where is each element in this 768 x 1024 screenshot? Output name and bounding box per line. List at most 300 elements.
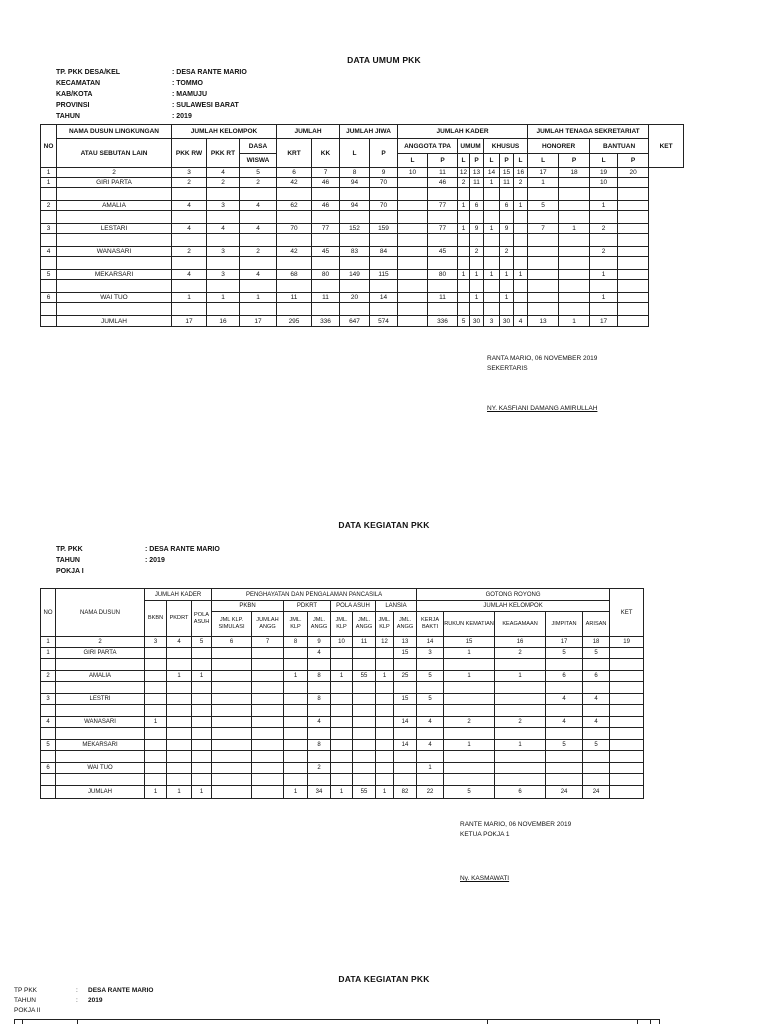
- table-row: [41, 648, 644, 659]
- empty-cell: [340, 303, 370, 316]
- table-cell: 42: [277, 247, 312, 257]
- empty-cell: [312, 280, 340, 293]
- table-cell: 115: [370, 270, 398, 280]
- spacer-row: [41, 234, 684, 247]
- empty-cell: [56, 705, 145, 717]
- row-no: 3: [41, 694, 56, 705]
- signature-place-date: RANTE MARIO, 06 NOVEMBER 2019: [460, 821, 572, 828]
- empty-cell: [417, 774, 444, 786]
- col-krt: KRT: [277, 139, 312, 168]
- empty-cell: [331, 751, 353, 763]
- total-cell: 1: [331, 786, 353, 799]
- table-cell: 2: [458, 178, 470, 188]
- total-label: JUMLAH: [56, 786, 145, 799]
- empty-cell: [514, 234, 528, 247]
- table-cell: 2: [590, 224, 618, 234]
- empty-cell: [145, 751, 167, 763]
- col-jml-angg: JML. ANGG: [394, 612, 417, 637]
- total-row: [41, 786, 644, 799]
- total-cell: 22: [417, 786, 444, 799]
- empty-cell: [312, 303, 340, 316]
- empty-cell: [252, 751, 284, 763]
- table-cell: [252, 694, 284, 705]
- empty-cell: [484, 257, 500, 270]
- row-dusun-name: GIRI PARTA: [57, 178, 172, 188]
- empty-cell: [172, 188, 207, 201]
- empty-cell: [277, 257, 312, 270]
- col-nama-1: NAMA DUSUN LINGKUNGAN: [57, 125, 172, 139]
- col-l: L: [590, 154, 618, 168]
- table-cell: 4: [172, 270, 207, 280]
- empty-cell: [308, 751, 331, 763]
- table-cell: 70: [370, 201, 398, 211]
- table-cell: 55: [353, 671, 376, 682]
- header-key: KECAMATAN: [56, 80, 101, 87]
- empty-cell: [398, 211, 428, 224]
- col-honorer: HONORER: [528, 139, 590, 154]
- table-cell: [284, 694, 308, 705]
- empty-cell: [559, 188, 590, 201]
- empty-cell: [618, 188, 649, 201]
- total-cell: 1: [284, 786, 308, 799]
- table-cell: [145, 671, 167, 682]
- empty-cell: [312, 234, 340, 247]
- table-cell: 2: [514, 178, 528, 188]
- spacer-row: [41, 751, 644, 763]
- empty-cell: [240, 280, 277, 293]
- empty-cell: [308, 728, 331, 740]
- table-cell: 7: [528, 224, 559, 234]
- col-no: NO: [41, 125, 57, 168]
- table-row: [41, 270, 684, 280]
- table-cell: 4: [308, 717, 331, 728]
- table-cell: 1: [590, 270, 618, 280]
- table-cell: [610, 648, 644, 659]
- total-cell: 1: [559, 316, 590, 327]
- table-cell: 15: [394, 694, 417, 705]
- col-arisan: ARISAN: [583, 612, 610, 637]
- table-cell: [212, 717, 252, 728]
- table-cell: 1: [207, 293, 240, 303]
- col-kk: KK: [312, 139, 340, 168]
- column-number: 7: [312, 168, 340, 178]
- table-cell: [284, 648, 308, 659]
- data-kegiatan-body: [41, 637, 644, 799]
- table-cell: [192, 694, 212, 705]
- empty-cell: [240, 257, 277, 270]
- table-cell: 6: [583, 671, 610, 682]
- table-cell: 5: [417, 671, 444, 682]
- total-cell: 1: [192, 786, 212, 799]
- table-cell: 1: [495, 740, 546, 751]
- empty-cell: [528, 280, 559, 293]
- table-cell: [484, 293, 500, 303]
- col-umum: UMUM: [458, 139, 484, 154]
- table-cell: 77: [428, 224, 458, 234]
- table-cell: [398, 247, 428, 257]
- empty-cell: [353, 728, 376, 740]
- signature-name: NY. KASFIANI DAMANG AMIRULLAH: [487, 405, 598, 412]
- empty-cell: [417, 682, 444, 694]
- table-cell: 4: [417, 717, 444, 728]
- table-cell: 2: [444, 717, 495, 728]
- empty-cell: [514, 280, 528, 293]
- empty-cell: [528, 257, 559, 270]
- empty-cell: [470, 303, 484, 316]
- table-cell: 14: [394, 717, 417, 728]
- section1-signature: [487, 354, 597, 414]
- empty-cell: [546, 705, 583, 717]
- table-row: [41, 224, 684, 234]
- empty-cell: [394, 682, 417, 694]
- table-cell: [252, 763, 284, 774]
- table-cell: 45: [428, 247, 458, 257]
- table-cell: 9: [500, 224, 514, 234]
- empty-cell: [240, 188, 277, 201]
- table-cell: [331, 648, 353, 659]
- empty-cell: [376, 705, 394, 717]
- table-cell: [167, 694, 192, 705]
- column-number: 19: [590, 168, 618, 178]
- table-cell: 14: [394, 740, 417, 751]
- empty-cell: [394, 728, 417, 740]
- section3-title: DATA KEGIATAN PKK: [338, 974, 430, 984]
- empty-cell: [590, 188, 618, 201]
- empty-cell: [240, 303, 277, 316]
- table-cell: [546, 763, 583, 774]
- table-cell: 1: [240, 293, 277, 303]
- column-number: 10: [331, 637, 353, 648]
- header-value: : DESA RANTE MARIO: [172, 69, 247, 76]
- pokja-ii-table: [14, 1019, 660, 1024]
- table-cell: 84: [370, 247, 398, 257]
- empty-cell: [331, 774, 353, 786]
- empty-cell: [470, 257, 484, 270]
- table-row: [41, 178, 684, 188]
- empty-cell: [212, 682, 252, 694]
- table-cell: 1: [284, 671, 308, 682]
- table-cell: [192, 648, 212, 659]
- total-cell: 30: [470, 316, 484, 327]
- column-number: 1: [41, 168, 57, 178]
- row-dusun-name: LESTARI: [57, 224, 172, 234]
- empty-cell: [41, 659, 56, 671]
- empty-cell: [312, 188, 340, 201]
- table-cell: [353, 648, 376, 659]
- empty-cell: [207, 303, 240, 316]
- table-cell: 25: [394, 671, 417, 682]
- table-cell: 46: [428, 178, 458, 188]
- empty-cell: [559, 211, 590, 224]
- table-row: [41, 293, 684, 303]
- total-cell: 295: [277, 316, 312, 327]
- table-cell: 2: [500, 247, 514, 257]
- empty-cell: [277, 211, 312, 224]
- table-cell: [376, 648, 394, 659]
- data-umum-table: [40, 124, 684, 327]
- col-bkbn: BKBN: [145, 601, 167, 637]
- row-dusun-name: WANASARI: [56, 717, 145, 728]
- table-cell: 2: [495, 648, 546, 659]
- col-p: P: [370, 139, 398, 168]
- empty-cell: [340, 257, 370, 270]
- empty-cell: [444, 705, 495, 717]
- empty-cell: [207, 280, 240, 293]
- table-cell: 80: [312, 270, 340, 280]
- table-cell: 42: [277, 178, 312, 188]
- col-pola-asuh-kader: POLA ASUH: [192, 601, 212, 637]
- empty-cell: [370, 188, 398, 201]
- header-key: TP. PKK DESA/KEL: [56, 69, 121, 76]
- table-cell: [353, 694, 376, 705]
- header-value: : TOMMO: [172, 80, 203, 87]
- table-cell: [212, 763, 252, 774]
- table-cell: 1: [590, 201, 618, 211]
- table-cell: [192, 717, 212, 728]
- empty-cell: [41, 234, 57, 247]
- empty-cell: [172, 211, 207, 224]
- spacer-row: [41, 257, 684, 270]
- col-jumlah-jiwa: JUMLAH JIWA: [340, 125, 398, 139]
- col-l: L: [340, 139, 370, 168]
- table-cell: 1: [559, 224, 590, 234]
- column-number: 19: [610, 637, 644, 648]
- empty-cell: [284, 705, 308, 717]
- column-number: 6: [212, 637, 252, 648]
- table-cell: 1: [331, 671, 353, 682]
- signature-name: Ny. KASMAWATI: [460, 875, 510, 882]
- signature-role: SEKERTARIS: [487, 365, 528, 372]
- table-cell: 1: [495, 671, 546, 682]
- table-row: [41, 671, 644, 682]
- table-cell: 2: [207, 178, 240, 188]
- table-cell: [610, 717, 644, 728]
- table-cell: [212, 648, 252, 659]
- column-number: 18: [559, 168, 590, 178]
- empty-cell: [559, 234, 590, 247]
- section2-signature: [460, 820, 571, 884]
- table-cell: 1: [444, 648, 495, 659]
- empty-cell: [444, 728, 495, 740]
- row-no: 3: [41, 224, 57, 234]
- table-cell: [610, 763, 644, 774]
- table-cell: 70: [277, 224, 312, 234]
- table-cell: 1: [514, 270, 528, 280]
- col-l: L: [458, 154, 470, 168]
- header-key: POKJA II: [14, 1007, 41, 1014]
- row-dusun-name: LESTRI: [56, 694, 145, 705]
- empty-cell: [618, 234, 649, 247]
- col-p: P: [500, 154, 514, 168]
- col-jumlah: JUMLAH: [277, 125, 340, 139]
- table-cell: 1: [444, 740, 495, 751]
- empty-cell: [370, 257, 398, 270]
- empty-cell: [252, 705, 284, 717]
- column-number: 12: [376, 637, 394, 648]
- empty-cell: [583, 751, 610, 763]
- table-cell: 11: [428, 293, 458, 303]
- total-cell: 30: [500, 316, 514, 327]
- table-cell: 3: [207, 270, 240, 280]
- empty-cell: [57, 234, 172, 247]
- col-jml-angg: JML. ANGG: [308, 612, 331, 637]
- total-cell: 5: [444, 786, 495, 799]
- empty-cell: [590, 257, 618, 270]
- section2-title: DATA KEGIATAN PKK: [338, 520, 430, 530]
- header-key: POKJA I: [56, 568, 84, 575]
- table-cell: [167, 740, 192, 751]
- table-cell: 80: [428, 270, 458, 280]
- col-gotong-royong: GOTONG ROYONG: [417, 589, 610, 601]
- empty-cell: [583, 728, 610, 740]
- empty-cell: [417, 728, 444, 740]
- row-no: 1: [41, 648, 56, 659]
- table-cell: [559, 178, 590, 188]
- column-number: 15: [444, 637, 495, 648]
- total-cell: 16: [207, 316, 240, 327]
- empty-cell: [618, 303, 649, 316]
- column-number: 11: [428, 168, 458, 178]
- table-cell: [444, 763, 495, 774]
- col-pkk-rw: PKK RW: [172, 139, 207, 168]
- column-number: 13: [394, 637, 417, 648]
- table-cell: [484, 201, 500, 211]
- empty-cell: [610, 751, 644, 763]
- header-key: TP PKK: [14, 987, 38, 994]
- spacer-row: [41, 705, 644, 717]
- total-cell: 647: [340, 316, 370, 327]
- table-cell: 4: [240, 224, 277, 234]
- table-cell: [528, 293, 559, 303]
- table-cell: [252, 740, 284, 751]
- empty-cell: [308, 705, 331, 717]
- table-cell: [145, 740, 167, 751]
- total-cell: 17: [172, 316, 207, 327]
- empty-cell: [340, 234, 370, 247]
- empty-cell: [57, 211, 172, 224]
- numbering-row: [41, 637, 644, 648]
- table-cell: [458, 293, 470, 303]
- col-wiswa: WISWA: [240, 154, 277, 168]
- table-cell: [610, 694, 644, 705]
- col-bantuan: BANTUAN: [590, 139, 649, 154]
- empty-cell: [353, 774, 376, 786]
- empty-cell: [394, 774, 417, 786]
- total-cell: 24: [583, 786, 610, 799]
- empty-cell: [546, 728, 583, 740]
- column-number: 9: [370, 168, 398, 178]
- table-cell: 1: [145, 717, 167, 728]
- empty-cell: [546, 774, 583, 786]
- empty-cell: [458, 280, 470, 293]
- empty-cell: [41, 682, 56, 694]
- table-cell: 5: [528, 201, 559, 211]
- table-cell: [484, 247, 500, 257]
- empty-cell: [41, 728, 56, 740]
- empty-cell: [277, 303, 312, 316]
- empty-cell: [470, 211, 484, 224]
- empty-cell: [428, 211, 458, 224]
- empty-cell: [56, 751, 145, 763]
- table-cell: [398, 270, 428, 280]
- empty-cell: [514, 188, 528, 201]
- table-cell: 15: [394, 648, 417, 659]
- header-key: TAHUN: [14, 997, 36, 1004]
- total-cell: [398, 316, 428, 327]
- table-cell: [284, 717, 308, 728]
- empty-cell: [610, 774, 644, 786]
- empty-cell: [583, 659, 610, 671]
- table-cell: 2: [495, 717, 546, 728]
- table-row: [41, 763, 644, 774]
- table-cell: [252, 717, 284, 728]
- empty-cell: [428, 303, 458, 316]
- row-dusun-name: MEKARSARI: [57, 270, 172, 280]
- empty-cell: [308, 774, 331, 786]
- column-number: 4: [207, 168, 240, 178]
- empty-cell: [514, 303, 528, 316]
- empty-cell: [514, 211, 528, 224]
- table-row: [41, 717, 644, 728]
- table-cell: 4: [546, 717, 583, 728]
- empty-cell: [370, 303, 398, 316]
- total-cell: 17: [240, 316, 277, 327]
- empty-cell: [394, 751, 417, 763]
- col-pkdrt: PKDRT: [167, 601, 192, 637]
- empty-cell: [331, 705, 353, 717]
- column-number: 2: [56, 637, 145, 648]
- empty-cell: [41, 786, 56, 799]
- section3-header: TP PKK : DESA RANTE MARIO TAHUN : 2019 POKJA II: [14, 987, 154, 1014]
- table-cell: 2: [470, 247, 484, 257]
- col-khusus: KHUSUS: [484, 139, 528, 154]
- col-l: L: [398, 154, 428, 168]
- table-cell: 3: [207, 247, 240, 257]
- empty-cell: [312, 257, 340, 270]
- column-number: 5: [192, 637, 212, 648]
- table-cell: [398, 201, 428, 211]
- empty-cell: [353, 751, 376, 763]
- total-cell: 1: [167, 786, 192, 799]
- col-jml-klp-simulasi: JML KLP. SIMULASI: [212, 612, 252, 637]
- table-cell: [458, 247, 470, 257]
- table-row: [41, 740, 644, 751]
- total-cell: 34: [308, 786, 331, 799]
- empty-cell: [376, 728, 394, 740]
- empty-cell: [340, 280, 370, 293]
- table-cell: [284, 740, 308, 751]
- empty-cell: [583, 682, 610, 694]
- table-cell: 5: [417, 694, 444, 705]
- table-cell: [398, 293, 428, 303]
- table-cell: 70: [370, 178, 398, 188]
- table-cell: 8: [308, 694, 331, 705]
- empty-cell: [167, 751, 192, 763]
- table-row: [41, 694, 644, 705]
- col-nama-2: ATAU SEBUTAN LAIN: [57, 139, 172, 168]
- empty-cell: [495, 682, 546, 694]
- empty-cell: [207, 211, 240, 224]
- table-cell: [331, 694, 353, 705]
- column-number: 13: [470, 168, 484, 178]
- table-cell: [559, 201, 590, 211]
- empty-cell: [528, 234, 559, 247]
- empty-cell: [41, 774, 56, 786]
- empty-cell: [500, 303, 514, 316]
- header-value: : DESA RANTE MARIO: [145, 546, 220, 553]
- empty-cell: [192, 682, 212, 694]
- table-cell: 77: [428, 201, 458, 211]
